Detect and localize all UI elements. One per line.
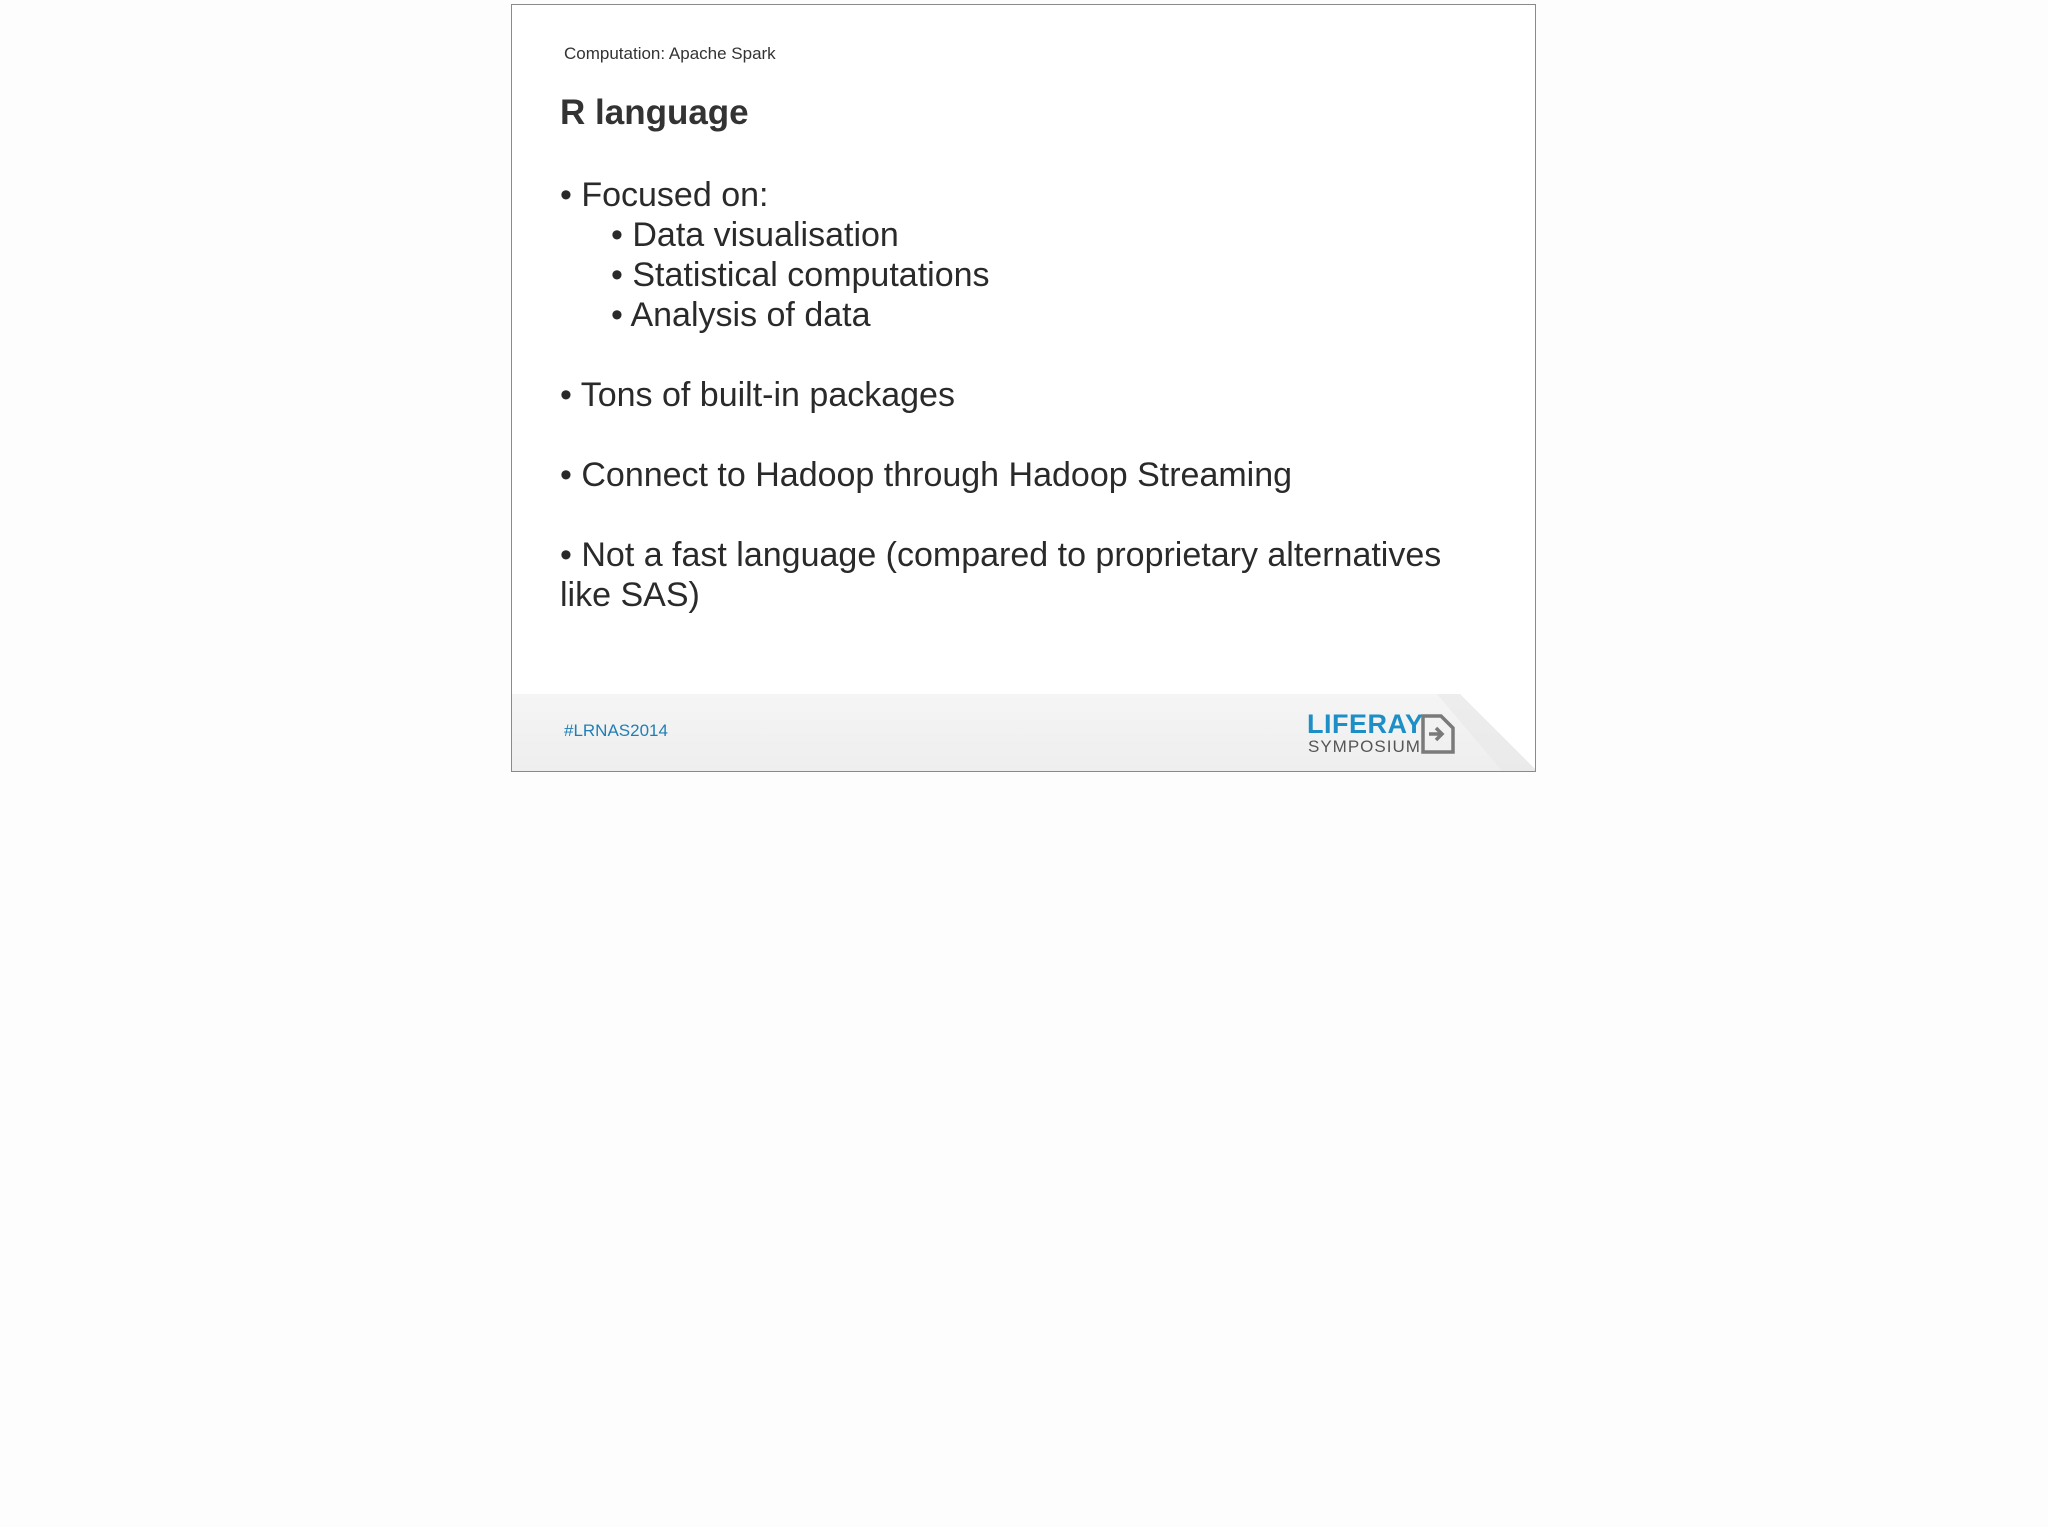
bullet-list <box>560 175 1500 655</box>
logo-wordmark: LIFERAY <box>1307 709 1424 739</box>
bullet-packages: • Tons of built-in packages <box>560 376 955 414</box>
sub-bullet-list <box>560 215 1500 335</box>
bullet-focused-text: • Focused on: <box>560 176 769 214</box>
slide-footer <box>512 694 1536 771</box>
bullet-focused <box>560 175 1500 335</box>
slide-title: R language <box>560 93 749 132</box>
slide <box>511 4 1536 772</box>
sub-bullet-statistics: • Statistical computations <box>611 256 990 294</box>
liferay-symposium-mark-icon <box>1419 713 1457 755</box>
sub-bullet-visualisation: • Data visualisation <box>611 216 899 254</box>
logo-subtitle: SYMPOSIUM <box>1308 737 1421 756</box>
bullet-speed: • Not a fast language (compared to proprietary alternatives like SAS) <box>560 536 1442 614</box>
section-label: Computation: Apache Spark <box>564 44 776 63</box>
sub-bullet-analysis: • Analysis of data <box>611 296 871 334</box>
liferay-symposium-logo <box>1307 711 1467 757</box>
hashtag: #LRNAS2014 <box>564 721 668 740</box>
bullet-hadoop: • Connect to Hadoop through Hadoop Streaming <box>560 456 1293 494</box>
